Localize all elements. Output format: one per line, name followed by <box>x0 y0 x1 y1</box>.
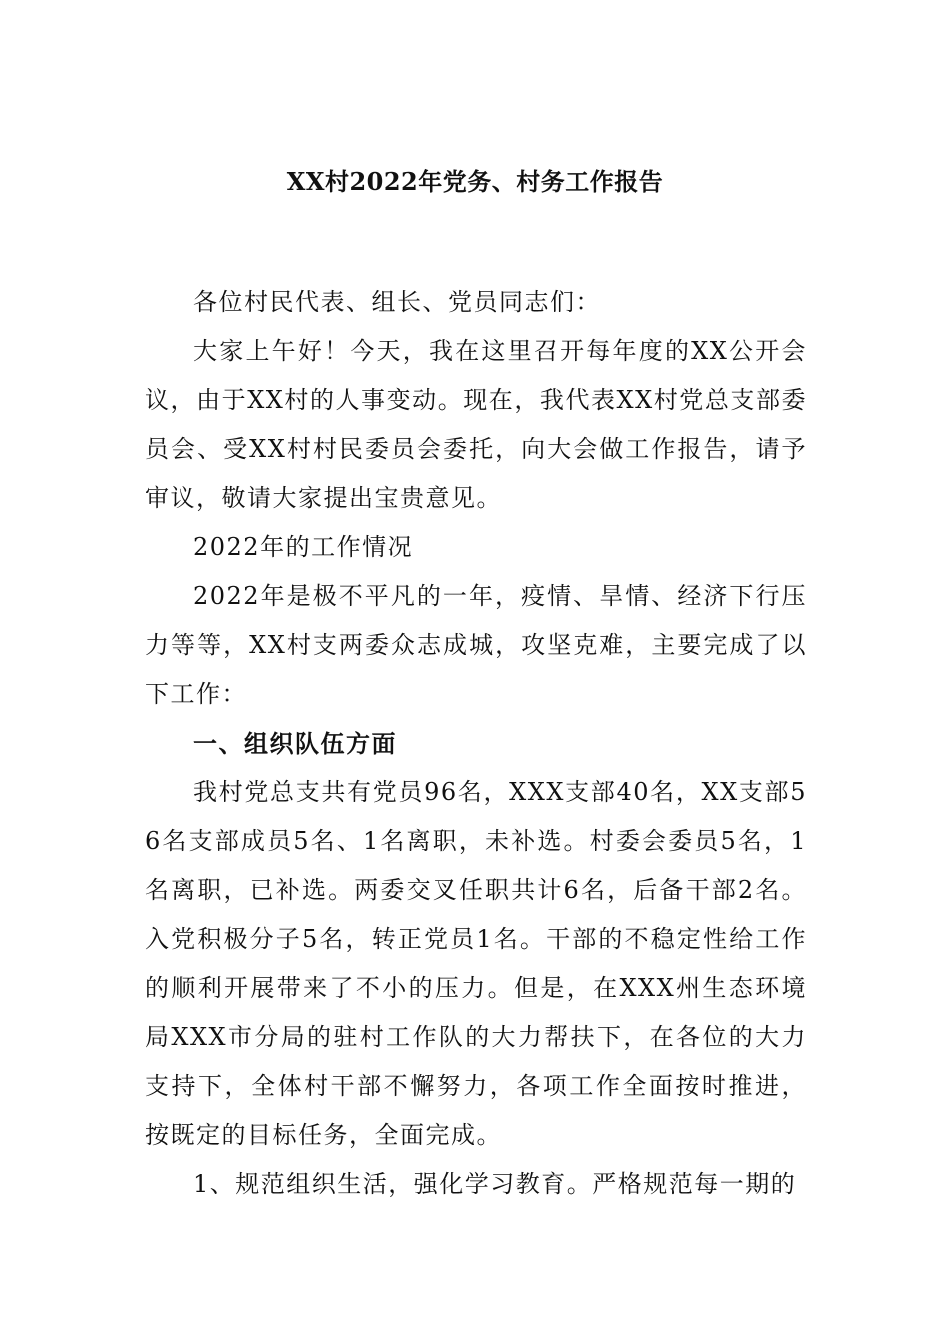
organization-paragraph: 我村党总支共有党员96名，XXX支部40名，XX支部56名支部成员5名、1名离职，未补选。村委会委员5名，1名离职，已补选。两委交叉任职共计6名，后备干部2名。入党积极分子5名，转正党员1名。干部的不稳定性给工作的顺利开展带来了不小的压力。但是，在XXX州生态环境局XXX市分局的驻村工作队的大力帮扶下，在各位的大力支持下，全体村干部不懈努力，各项工作全面按时推进，按既定的目标任务，全面完成。 <box>145 778 807 1149</box>
opening-paragraph: 大家上午好！今天，我在这里召开每年度的XX公开会议，由于XX村的人事变动。现在，我代表XX村党总支部委员会、受XX村村民委员会委托，向大会做工作报告，请予审议，敬请大家提出宝贵意见。 <box>145 337 807 512</box>
section-intro-paragraph: 2022年的工作情况 <box>193 533 414 561</box>
item-1-paragraph: 1、规范组织生活，强化学习教育。严格规范每一期的 <box>193 1170 797 1198</box>
document-title: XX村2022年党务、村务工作报告 <box>286 167 664 196</box>
section-heading-organization: 一、组织队伍方面 <box>193 729 397 758</box>
salutation-paragraph: 各位村民代表、组长、党员同志们： <box>193 288 601 316</box>
year-summary-paragraph: 2022年是极不平凡的一年，疫情、旱情、经济下行压力等等，XX村支两委众志成城，攻坚克难，主要完成了以下工作： <box>145 582 807 708</box>
document-body <box>145 278 807 1209</box>
